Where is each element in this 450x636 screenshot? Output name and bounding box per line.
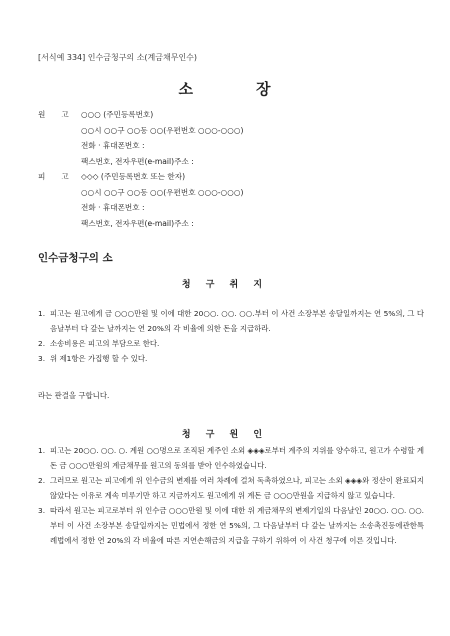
claim-purpose-list [38, 306, 424, 366]
claim-cause-heading: 청 구 원 인 [181, 430, 269, 440]
defendant-name: ◇◇◇ (주민등록번호 또는 한자) [81, 172, 186, 181]
claim-purpose-item: 2. 소송비용은 피고의 부담으로 한다. [38, 339, 160, 348]
claim-purpose-heading: 청 구 취 지 [181, 280, 269, 290]
plaintiff-fax-email: 팩스번호, 전자우편(e-mail)주소 : [81, 156, 194, 166]
document-title-left: 소 [178, 80, 194, 98]
document-title-right: 장 [256, 80, 272, 98]
defendant-address: ○○시 ○○구 ○○동 ○○(우편번호 ○○○-○○○) [81, 187, 244, 197]
plaintiff-phone: 전화 · 휴대폰번호 : [81, 141, 145, 150]
case-title: 인수금청구의 소 [38, 252, 113, 264]
claim-cause-list [38, 443, 424, 548]
claim-purpose-closing: 라는 판결을 구합니다. [38, 391, 110, 400]
plaintiff-address: ○○시 ○○구 ○○동 ○○(우편번호 ○○○-○○○) [81, 125, 244, 135]
document-title [0, 78, 450, 99]
claim-cause-item: 1. 피고는 20○○. ○○. ○. 계원 ○○명으로 조직된 계주인 소외 ◈◈◈로부터 계주의 지위를 양수하고, 원고가 수령할 계돈 금 ○○○만원의 계금채무를 원고의 동의를 받아 인수하였습니다. [38, 446, 424, 470]
claim-purpose-item: 1. 피고는 원고에게 금 ○○○만원 및 이에 대한 20○○. ○○. ○○.부터 이 사건 소장부본 송달일까지는 연 5%의, 그 다음날부터 다 갚는 날까지는 연 20%의 각 비율에 의한 돈을 지급하라. [38, 309, 424, 333]
defendant-details [81, 171, 243, 233]
plaintiff-role: 원 고 [38, 110, 69, 119]
plaintiff-details [81, 109, 243, 171]
claim-cause-item: 2. 그러므로 원고는 피고에게 위 인수금의 변제를 여러 차례에 걸쳐 독촉하였으나, 피고는 소외 ◈◈◈와 정산이 완료되지 않았다는 이유로 계속 미루기만 하고 지금까지도 원고에게 위 계돈 금 ○○○만원을 지급하지 않고 있습니다. [38, 476, 424, 500]
claim-purpose-item: 3. 위 제1항은 가집행 할 수 있다. [38, 354, 148, 363]
defendant-fax-email: 팩스번호, 전자우편(e-mail)주소 : [81, 218, 194, 228]
plaintiff-name: ○○○ (주민등록번호) [81, 110, 154, 119]
defendant-role: 피 고 [38, 172, 69, 181]
claim-cause-item: 3. 따라서 원고는 피고로부터 위 인수금 ○○○만원 및 이에 대한 위 계금채무의 변제기일의 다음날인 20○○. ○○. ○○.부터 이 사건 소장부본 송달일까지는 민법에서 정한 연 5%의, 그 다음날부터 다 갚는 날까지는 소송촉진등에관한특례법에서 정한 연 20%의 각 비율에 따른 지연손해금의 지급을 구하기 위하여 이 사건 청구에 이른 것입니다. [38, 506, 424, 545]
defendant-phone: 전화 · 휴대폰번호 : [81, 203, 145, 212]
form-label: [서식예 334] 인수금청구의 소(계금채무인수) [38, 53, 198, 62]
